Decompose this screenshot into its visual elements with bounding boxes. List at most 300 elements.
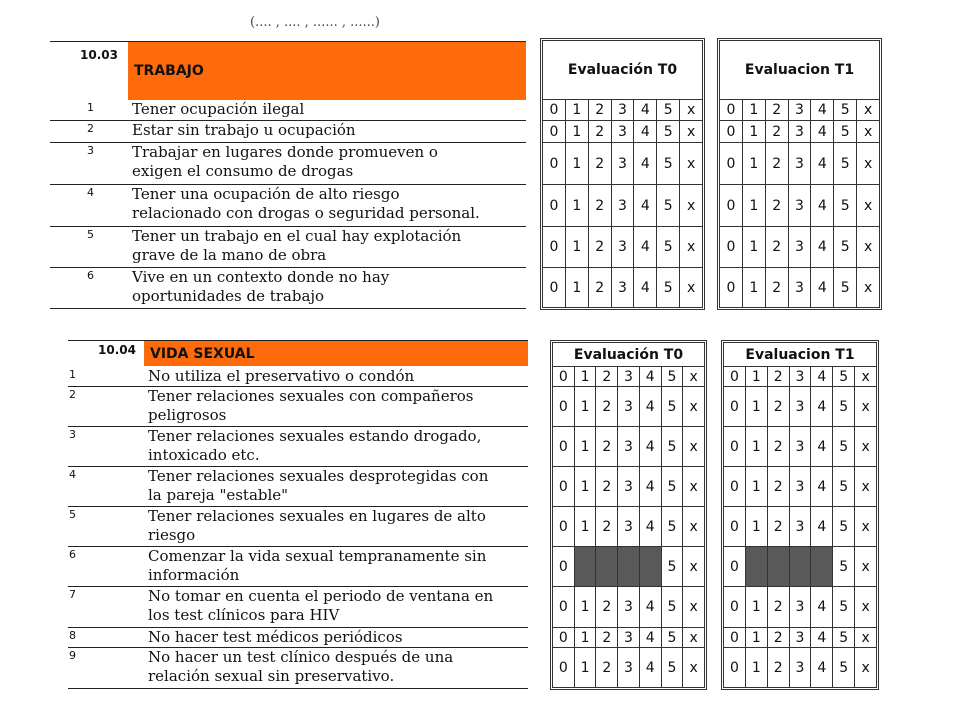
score-option-2[interactable]: 2 — [767, 427, 789, 466]
score-option-1[interactable]: 1 — [565, 143, 588, 184]
score-option-5[interactable]: 5 — [833, 143, 856, 184]
score-option-x[interactable]: x — [682, 467, 704, 506]
score-option-3[interactable]: 3 — [788, 100, 811, 120]
score-blocked-cell — [574, 547, 596, 586]
score-option-3[interactable]: 3 — [611, 268, 634, 308]
score-option-1[interactable]: 1 — [742, 185, 765, 226]
score-option-2[interactable]: 2 — [595, 387, 617, 426]
score-option-4[interactable]: 4 — [810, 121, 833, 142]
score-row — [724, 647, 876, 688]
score-option-4[interactable]: 4 — [810, 628, 832, 647]
item-number: 6 — [69, 548, 76, 561]
score-option-3[interactable]: 3 — [617, 587, 639, 627]
score-option-5[interactable]: 5 — [833, 268, 856, 308]
score-option-0[interactable]: 0 — [726, 102, 736, 118]
section-code: 10.03 — [80, 48, 118, 62]
score-row — [724, 506, 876, 546]
score-option-3[interactable]: 3 — [788, 268, 811, 308]
score-row — [720, 120, 879, 142]
item-text: No hacer test médicos periódicos — [148, 628, 403, 646]
score-option-0[interactable]: 0 — [549, 155, 559, 172]
score-option-5[interactable]: 5 — [661, 427, 683, 466]
score-option-3[interactable]: 3 — [617, 427, 639, 466]
item-row — [68, 427, 528, 467]
score-option-1[interactable]: 1 — [742, 100, 765, 120]
score-option-2[interactable]: 2 — [595, 628, 617, 647]
score-option-x[interactable]: x — [856, 185, 879, 226]
item-number: 4 — [87, 186, 94, 199]
score-option-4[interactable]: 4 — [810, 185, 833, 226]
score-option-0[interactable]: 0 — [558, 368, 568, 385]
score-option-5[interactable]: 5 — [832, 648, 854, 688]
score-option-0[interactable]: 0 — [726, 123, 736, 140]
score-row — [543, 226, 702, 267]
score-row — [553, 386, 704, 426]
score-option-x[interactable]: x — [856, 121, 879, 142]
score-option-5[interactable]: 5 — [832, 507, 854, 546]
score-option-1[interactable]: 1 — [745, 507, 767, 546]
score-blocked-cell — [767, 547, 789, 586]
score-row — [543, 267, 702, 308]
score-blocked-cell — [810, 547, 832, 586]
evaluation-t0-header: Evaluación T0 — [573, 346, 684, 363]
score-option-3[interactable]: 3 — [789, 587, 811, 627]
score-option-2[interactable]: 2 — [588, 227, 611, 267]
score-option-1[interactable]: 1 — [574, 387, 596, 426]
score-option-0[interactable]: 0 — [729, 478, 739, 495]
score-option-3[interactable]: 3 — [789, 427, 811, 466]
score-option-3[interactable]: 3 — [789, 367, 811, 386]
score-option-4[interactable]: 4 — [639, 648, 661, 688]
score-row — [724, 546, 876, 586]
score-option-0[interactable]: 0 — [729, 599, 739, 615]
score-option-1[interactable]: 1 — [574, 507, 596, 546]
score-option-5[interactable]: 5 — [656, 227, 679, 267]
score-option-0[interactable]: 0 — [729, 398, 739, 415]
score-option-1[interactable]: 1 — [574, 467, 596, 506]
score-option-4[interactable]: 4 — [810, 100, 833, 120]
score-row — [724, 627, 876, 647]
score-row — [720, 184, 879, 226]
score-option-0[interactable]: 0 — [729, 518, 739, 535]
item-number: 9 — [69, 649, 76, 662]
score-option-1[interactable]: 1 — [565, 100, 588, 120]
score-option-x[interactable]: x — [682, 367, 704, 386]
score-row — [543, 184, 702, 226]
score-row — [543, 120, 702, 142]
score-option-0[interactable]: 0 — [558, 518, 568, 535]
item-text: Tener una ocupación de alto riesgo relacionado con drogas o seguridad personal. — [132, 185, 480, 222]
score-option-2[interactable]: 2 — [595, 507, 617, 546]
score-option-4[interactable]: 4 — [639, 628, 661, 647]
score-option-4[interactable]: 4 — [639, 507, 661, 546]
score-option-5[interactable]: 5 — [661, 387, 683, 426]
score-option-5[interactable]: 5 — [833, 121, 856, 142]
score-option-4[interactable]: 4 — [810, 143, 833, 184]
score-row — [724, 586, 876, 627]
score-option-0[interactable]: 0 — [729, 558, 739, 575]
score-option-1[interactable]: 1 — [745, 387, 767, 426]
score-option-5[interactable]: 5 — [661, 587, 683, 627]
item-text: Comenzar la vida sexual tempranamente sin información — [148, 547, 487, 584]
score-option-3[interactable]: 3 — [788, 143, 811, 184]
score-option-3[interactable]: 3 — [617, 648, 639, 688]
score-option-x[interactable]: x — [854, 507, 876, 546]
item-row — [68, 648, 528, 689]
score-option-2[interactable]: 2 — [765, 121, 788, 142]
item-text: Tener ocupación ilegal — [132, 100, 305, 118]
score-option-1[interactable]: 1 — [742, 227, 765, 267]
score-option-4[interactable]: 4 — [810, 587, 832, 627]
score-option-0[interactable]: 0 — [549, 102, 559, 118]
score-option-0[interactable]: 0 — [558, 660, 568, 676]
score-option-4[interactable]: 4 — [633, 100, 656, 120]
score-option-0[interactable]: 0 — [549, 239, 559, 255]
score-option-2[interactable]: 2 — [588, 185, 611, 226]
item-row — [50, 227, 526, 268]
score-option-4[interactable]: 4 — [810, 367, 832, 386]
score-row — [543, 142, 702, 184]
score-option-0[interactable]: 0 — [726, 197, 736, 214]
score-option-2[interactable]: 2 — [767, 507, 789, 546]
score-option-2[interactable]: 2 — [588, 268, 611, 308]
score-option-1[interactable]: 1 — [565, 185, 588, 226]
score-option-x[interactable]: x — [682, 628, 704, 647]
score-option-4[interactable]: 4 — [810, 648, 832, 688]
score-option-5[interactable]: 5 — [661, 648, 683, 688]
score-option-0[interactable]: 0 — [549, 197, 559, 214]
score-option-2[interactable]: 2 — [595, 367, 617, 386]
item-number: 2 — [87, 122, 94, 135]
score-option-0[interactable]: 0 — [558, 478, 568, 495]
item-text: Tener un trabajo en el cual hay explotación grave de la mano de obra — [132, 227, 462, 264]
score-option-0[interactable]: 0 — [726, 155, 736, 172]
score-option-4[interactable]: 4 — [639, 387, 661, 426]
score-option-3[interactable]: 3 — [789, 387, 811, 426]
item-text: Vive en un contexto donde no hay oportunidades de trabajo — [132, 268, 390, 305]
score-option-1[interactable]: 1 — [745, 587, 767, 627]
score-option-5[interactable]: 5 — [833, 227, 856, 267]
score-option-x[interactable]: x — [856, 268, 879, 308]
item-row — [68, 367, 528, 387]
score-option-2[interactable]: 2 — [595, 587, 617, 627]
item-text: Estar sin trabajo u ocupación — [132, 121, 356, 139]
item-row — [50, 185, 526, 227]
score-option-0[interactable]: 0 — [549, 123, 559, 140]
evaluation-t1-header: Evaluacion T1 — [745, 346, 855, 363]
score-option-5[interactable]: 5 — [832, 467, 854, 506]
score-row — [724, 466, 876, 506]
score-option-x[interactable]: x — [856, 227, 879, 267]
score-option-5[interactable]: 5 — [661, 367, 683, 386]
item-number: 5 — [87, 228, 94, 241]
item-text: Tener relaciones sexuales desprotegidas con la pareja "estable" — [148, 467, 489, 504]
score-option-1[interactable]: 1 — [574, 587, 596, 627]
score-row — [724, 386, 876, 426]
score-option-x[interactable]: x — [679, 100, 702, 120]
score-blocked-cell — [595, 547, 617, 586]
item-text: Tener relaciones sexuales con compañeros peligrosos — [148, 387, 474, 424]
score-option-4[interactable]: 4 — [633, 121, 656, 142]
score-option-2[interactable]: 2 — [595, 648, 617, 688]
score-option-3[interactable]: 3 — [789, 648, 811, 688]
score-option-0[interactable]: 0 — [729, 368, 739, 385]
score-option-4[interactable]: 4 — [810, 427, 832, 466]
score-option-2[interactable]: 2 — [767, 387, 789, 426]
score-row — [553, 627, 704, 647]
score-option-2[interactable]: 2 — [765, 143, 788, 184]
score-row — [553, 586, 704, 627]
score-blocked-cell — [617, 547, 639, 586]
item-row — [50, 143, 526, 185]
score-blocked-cell — [639, 547, 661, 586]
score-option-x[interactable]: x — [854, 547, 876, 586]
score-option-2[interactable]: 2 — [588, 121, 611, 142]
evaluation-t0-header: Evaluación T0 — [567, 61, 678, 78]
score-row — [724, 366, 876, 386]
score-option-5[interactable]: 5 — [832, 387, 854, 426]
score-option-x[interactable]: x — [679, 143, 702, 184]
score-option-2[interactable]: 2 — [595, 427, 617, 466]
score-option-3[interactable]: 3 — [788, 121, 811, 142]
score-option-0[interactable]: 0 — [558, 629, 568, 646]
score-option-1[interactable]: 1 — [565, 121, 588, 142]
section-title: TRABAJO — [128, 42, 526, 100]
score-option-1[interactable]: 1 — [565, 268, 588, 308]
score-option-2[interactable]: 2 — [767, 467, 789, 506]
score-option-1[interactable]: 1 — [745, 467, 767, 506]
score-row — [553, 647, 704, 688]
score-option-0[interactable]: 0 — [558, 398, 568, 415]
evaluation-t1-grid — [717, 38, 882, 310]
score-option-5[interactable]: 5 — [656, 121, 679, 142]
score-option-2[interactable]: 2 — [765, 100, 788, 120]
score-option-3[interactable]: 3 — [611, 121, 634, 142]
score-option-x[interactable]: x — [682, 427, 704, 466]
item-row — [50, 121, 526, 143]
score-option-4[interactable]: 4 — [810, 467, 832, 506]
score-option-5[interactable]: 5 — [832, 628, 854, 647]
score-row — [553, 366, 704, 386]
section-title: VIDA SEXUAL — [144, 341, 528, 366]
score-option-0[interactable]: 0 — [558, 438, 568, 455]
score-option-x[interactable]: x — [854, 467, 876, 506]
score-option-5[interactable]: 5 — [661, 507, 683, 546]
score-option-3[interactable]: 3 — [611, 143, 634, 184]
score-option-5[interactable]: 5 — [661, 547, 683, 586]
item-text: Tener relaciones sexuales en lugares de alto riesgo — [148, 507, 486, 544]
score-option-1[interactable]: 1 — [574, 648, 596, 688]
score-option-3[interactable]: 3 — [789, 467, 811, 506]
score-option-1[interactable]: 1 — [565, 227, 588, 267]
score-option-2[interactable]: 2 — [595, 467, 617, 506]
item-text: No tomar en cuenta el periodo de ventana en los test clínicos para HIV — [148, 587, 494, 624]
score-option-1[interactable]: 1 — [574, 367, 596, 386]
score-option-0[interactable]: 0 — [729, 660, 739, 676]
score-option-x[interactable]: x — [682, 587, 704, 627]
score-option-1[interactable]: 1 — [574, 427, 596, 466]
score-option-4[interactable]: 4 — [639, 467, 661, 506]
score-option-5[interactable]: 5 — [656, 185, 679, 226]
score-option-x[interactable]: x — [854, 367, 876, 386]
evaluation-t0-grid — [550, 340, 707, 690]
score-option-4[interactable]: 4 — [810, 387, 832, 426]
score-option-1[interactable]: 1 — [742, 121, 765, 142]
score-option-x[interactable]: x — [854, 648, 876, 688]
score-option-3[interactable]: 3 — [617, 467, 639, 506]
item-number: 4 — [69, 468, 76, 481]
item-number: 5 — [69, 508, 76, 521]
item-number: 8 — [69, 629, 76, 642]
score-option-3[interactable]: 3 — [788, 185, 811, 226]
score-option-1[interactable]: 1 — [745, 648, 767, 688]
score-option-2[interactable]: 2 — [767, 587, 789, 627]
score-row — [720, 267, 879, 308]
item-number: 2 — [69, 388, 76, 401]
score-option-3[interactable]: 3 — [788, 227, 811, 267]
score-option-0[interactable]: 0 — [558, 558, 568, 575]
cut-off-text: (.... , .... , ...... , ......) — [250, 16, 380, 30]
score-option-5[interactable]: 5 — [661, 628, 683, 647]
score-option-5[interactable]: 5 — [832, 587, 854, 627]
score-option-3[interactable]: 3 — [611, 100, 634, 120]
score-option-2[interactable]: 2 — [588, 143, 611, 184]
section-trabajo-table — [50, 41, 526, 309]
score-row — [724, 426, 876, 466]
score-option-5[interactable]: 5 — [833, 185, 856, 226]
score-option-5[interactable]: 5 — [656, 143, 679, 184]
score-option-4[interactable]: 4 — [639, 367, 661, 386]
score-row — [720, 142, 879, 184]
item-row — [68, 628, 528, 648]
score-option-3[interactable]: 3 — [611, 185, 634, 226]
item-number: 6 — [87, 269, 94, 282]
score-option-1[interactable]: 1 — [742, 268, 765, 308]
item-number: 7 — [69, 588, 76, 601]
score-option-3[interactable]: 3 — [617, 628, 639, 647]
score-blocked-cell — [745, 547, 767, 586]
score-row — [543, 99, 702, 120]
item-row — [50, 268, 526, 309]
item-text: Tener relaciones sexuales estando drogado, intoxicado etc. — [148, 427, 482, 464]
item-number: 1 — [87, 101, 94, 114]
score-option-4[interactable]: 4 — [639, 427, 661, 466]
score-option-x[interactable]: x — [679, 121, 702, 142]
score-option-0[interactable]: 0 — [558, 599, 568, 615]
item-number: 3 — [69, 428, 76, 441]
score-option-5[interactable]: 5 — [832, 547, 854, 586]
score-option-4[interactable]: 4 — [810, 227, 833, 267]
score-option-x[interactable]: x — [856, 143, 879, 184]
score-option-4[interactable]: 4 — [639, 587, 661, 627]
score-row — [553, 506, 704, 546]
score-option-1[interactable]: 1 — [574, 628, 596, 647]
score-option-4[interactable]: 4 — [633, 227, 656, 267]
item-text: No utiliza el preservativo o condón — [148, 367, 415, 385]
score-row — [553, 546, 704, 586]
score-option-5[interactable]: 5 — [832, 427, 854, 466]
score-option-5[interactable]: 5 — [656, 100, 679, 120]
item-row — [68, 587, 528, 628]
score-option-4[interactable]: 4 — [633, 268, 656, 308]
item-row — [68, 507, 528, 547]
score-option-2[interactable]: 2 — [767, 628, 789, 647]
item-text: Trabajar en lugares donde promueven o exigen el consumo de drogas — [132, 143, 438, 180]
item-row — [50, 100, 526, 121]
score-row — [553, 466, 704, 506]
score-option-1[interactable]: 1 — [745, 628, 767, 647]
item-number: 1 — [69, 368, 76, 381]
score-option-4[interactable]: 4 — [810, 507, 832, 546]
score-blocked-cell — [789, 547, 811, 586]
section-code: 10.04 — [98, 343, 136, 357]
section-vida-sexual-table — [68, 340, 528, 689]
score-option-x[interactable]: x — [679, 268, 702, 308]
score-option-4[interactable]: 4 — [810, 268, 833, 308]
item-text: No hacer un test clínico después de una relación sexual sin preservativo. — [148, 648, 454, 685]
score-option-x[interactable]: x — [854, 628, 876, 647]
score-option-4[interactable]: 4 — [633, 185, 656, 226]
score-option-3[interactable]: 3 — [611, 227, 634, 267]
score-option-x[interactable]: x — [854, 387, 876, 426]
score-option-0[interactable]: 0 — [549, 280, 559, 296]
evaluation-t1-grid — [721, 340, 879, 690]
score-option-0[interactable]: 0 — [729, 629, 739, 646]
item-number: 3 — [87, 144, 94, 157]
score-option-2[interactable]: 2 — [765, 185, 788, 226]
score-row — [720, 99, 879, 120]
score-option-2[interactable]: 2 — [588, 100, 611, 120]
score-option-x[interactable]: x — [682, 547, 704, 586]
item-row — [68, 547, 528, 587]
score-option-1[interactable]: 1 — [745, 427, 767, 466]
score-option-0[interactable]: 0 — [729, 438, 739, 455]
score-option-x[interactable]: x — [856, 100, 879, 120]
score-option-5[interactable]: 5 — [832, 367, 854, 386]
score-row — [553, 426, 704, 466]
score-option-4[interactable]: 4 — [633, 143, 656, 184]
score-option-0[interactable]: 0 — [726, 239, 736, 255]
score-option-x[interactable]: x — [682, 507, 704, 546]
item-row — [68, 467, 528, 507]
score-option-1[interactable]: 1 — [742, 143, 765, 184]
evaluation-t1-header: Evaluacion T1 — [744, 61, 855, 78]
score-option-2[interactable]: 2 — [765, 268, 788, 308]
score-option-x[interactable]: x — [682, 648, 704, 688]
score-option-x[interactable]: x — [679, 227, 702, 267]
score-option-2[interactable]: 2 — [765, 227, 788, 267]
score-option-5[interactable]: 5 — [656, 268, 679, 308]
score-option-3[interactable]: 3 — [617, 367, 639, 386]
score-row — [720, 226, 879, 267]
score-option-2[interactable]: 2 — [767, 367, 789, 386]
evaluation-t0-grid — [540, 38, 705, 310]
score-option-x[interactable]: x — [682, 387, 704, 426]
score-option-3[interactable]: 3 — [789, 628, 811, 647]
score-option-0[interactable]: 0 — [726, 280, 736, 296]
score-option-x[interactable]: x — [679, 185, 702, 226]
score-option-x[interactable]: x — [854, 587, 876, 627]
score-option-3[interactable]: 3 — [789, 507, 811, 546]
score-option-1[interactable]: 1 — [745, 367, 767, 386]
item-row — [68, 387, 528, 427]
score-option-3[interactable]: 3 — [617, 387, 639, 426]
score-option-3[interactable]: 3 — [617, 507, 639, 546]
score-option-2[interactable]: 2 — [767, 648, 789, 688]
score-option-5[interactable]: 5 — [661, 467, 683, 506]
score-option-5[interactable]: 5 — [833, 100, 856, 120]
score-option-x[interactable]: x — [854, 427, 876, 466]
